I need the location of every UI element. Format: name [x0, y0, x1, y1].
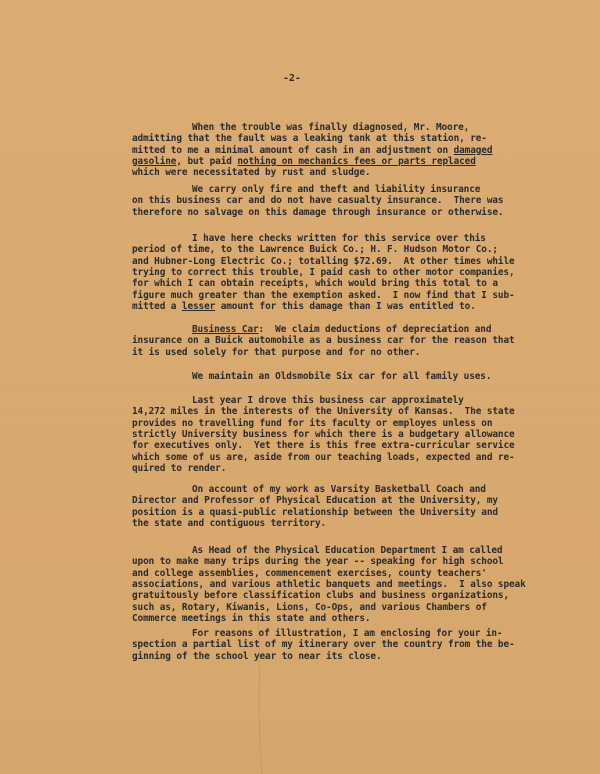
text-line [192, 628, 502, 639]
text-line [132, 556, 503, 567]
text-run: For reasons of illustration, I am enclosing for your in- [192, 628, 503, 639]
text-run: provides no travelling fund for its faculty or employes unless on [132, 417, 493, 429]
text-run: mitted to me a minimal amount of cash in an adjustment on [132, 144, 454, 156]
underlined-text: nothing on mechanics fees or parts replaced [237, 155, 476, 167]
text-run: As Head of the Physical Education Department I am called [192, 545, 503, 556]
text-run: period of time, to the Lawrence Buick Co.; H. F. Hudson Motor Co.; [132, 244, 498, 256]
text-run: Commerce meetings in this state and others. [132, 612, 371, 624]
text-line [132, 463, 226, 474]
text-line [132, 267, 515, 278]
page-number: -2- [283, 73, 301, 84]
text-line [132, 335, 515, 346]
text-line [192, 395, 464, 406]
text-line [132, 602, 487, 613]
text-line [192, 484, 486, 495]
text-run: mitted a [132, 300, 182, 312]
text-run: We maintain an Oldsmobile Six car for all family uses. [192, 371, 492, 382]
text-line [132, 613, 370, 624]
text-run: associations, and various athletic banquets and meetings. I also speak [132, 578, 526, 590]
text-run: insurance on a Buick automobile as a business car for the reason that [132, 335, 515, 347]
text-run: quired to render. [132, 462, 227, 474]
text-line [132, 156, 476, 167]
text-run: On account of my work as Varsity Basketball Coach and [192, 484, 486, 495]
text-line [132, 495, 498, 506]
text-line [132, 290, 515, 301]
text-run: We carry only fire and theft and liability insurance [192, 184, 481, 195]
text-line [132, 440, 515, 451]
text-run: Director and Professor of Physical Education at the University, my [132, 495, 498, 507]
text-line [132, 579, 526, 590]
text-line [132, 452, 515, 463]
text-run: spection a partial list of my itinerary over the country from the be- [132, 639, 515, 651]
text-line [132, 418, 492, 429]
text-run: gratuitously before classification clubs and business organizations, [132, 590, 510, 602]
text-line [192, 122, 469, 133]
text-line [132, 145, 492, 156]
text-run: upon to make many trips during the year -- speaking for high school [132, 556, 504, 568]
text-line [132, 195, 503, 206]
text-run: amount for this damage than I was entitled to. [215, 300, 476, 312]
text-line [192, 324, 491, 335]
text-run: position is a quasi-public relationship between the University and [132, 506, 498, 518]
text-run: for which I can obtain receipts, which would bring this total to a [132, 278, 498, 290]
text-line [132, 244, 498, 255]
text-line [132, 639, 515, 650]
text-run: figure much greater than the exemption asked. I now find that I sub- [132, 289, 515, 301]
text-run: and Hubner-Long Electric Co.; totalling $72.69. At other times while [132, 255, 515, 267]
text-run: admitting that the fault was a leaking tank at this station, re- [132, 133, 487, 145]
text-line [132, 590, 509, 601]
text-run: trying to correct this trouble, I paid cash to other motor companies, [132, 266, 515, 278]
text-run: 14,272 miles in the interests of the University of Kansas. The state [132, 406, 515, 418]
text-line [132, 133, 487, 144]
text-line [132, 207, 503, 218]
text-run: : We claim deductions of depreciation and [258, 324, 492, 335]
text-run: which some of us are, aside from our teaching loads, expected and re- [132, 451, 515, 463]
text-line [132, 651, 382, 662]
text-run: When the trouble was finally diagnosed, Mr. Moore, [192, 122, 470, 133]
text-line [192, 184, 480, 195]
text-line [132, 278, 498, 289]
text-run: strictly University business for which there is a budgetary allowance [132, 428, 515, 440]
text-line [132, 568, 487, 579]
text-run: , but paid [176, 155, 238, 167]
text-run: ginning of the school year to near its close. [132, 650, 382, 662]
text-run: I have here checks written for this service over this [192, 233, 486, 244]
text-line [132, 347, 420, 358]
text-run: the state and contiguous territory. [132, 517, 327, 529]
text-run: therefore no salvage on this damage through insurance or otherwise. [132, 206, 504, 218]
text-run: and college assemblies, commencement exercises, county teachers' [132, 567, 487, 579]
underlined-text: damaged [453, 144, 493, 156]
underlined-text: Business Car [192, 324, 259, 335]
text-run: such as, Rotary, Kiwanis, Lions, Co-Ops, and various Chambers of [132, 601, 487, 613]
text-line [192, 233, 486, 244]
text-run: for executives only. Yet there is this free extra-curricular service [132, 440, 515, 452]
text-line [132, 256, 515, 267]
text-line [132, 518, 326, 529]
text-line [192, 371, 491, 382]
text-run: Last year I drove this business car approximately [192, 395, 464, 406]
text-line [132, 167, 370, 178]
underlined-text: lesser [181, 300, 216, 312]
text-line [132, 406, 515, 417]
text-line [132, 507, 498, 518]
underlined-text: gasoline [132, 155, 177, 167]
text-line [132, 429, 515, 440]
text-run: it is used solely for that purpose and for no other. [132, 346, 421, 358]
text-line [192, 545, 502, 556]
text-line [132, 301, 476, 312]
text-run: on this business car and do not have casualty insurance. There was [132, 195, 504, 207]
text-run: which were necessitated by rust and sludge. [132, 167, 371, 179]
